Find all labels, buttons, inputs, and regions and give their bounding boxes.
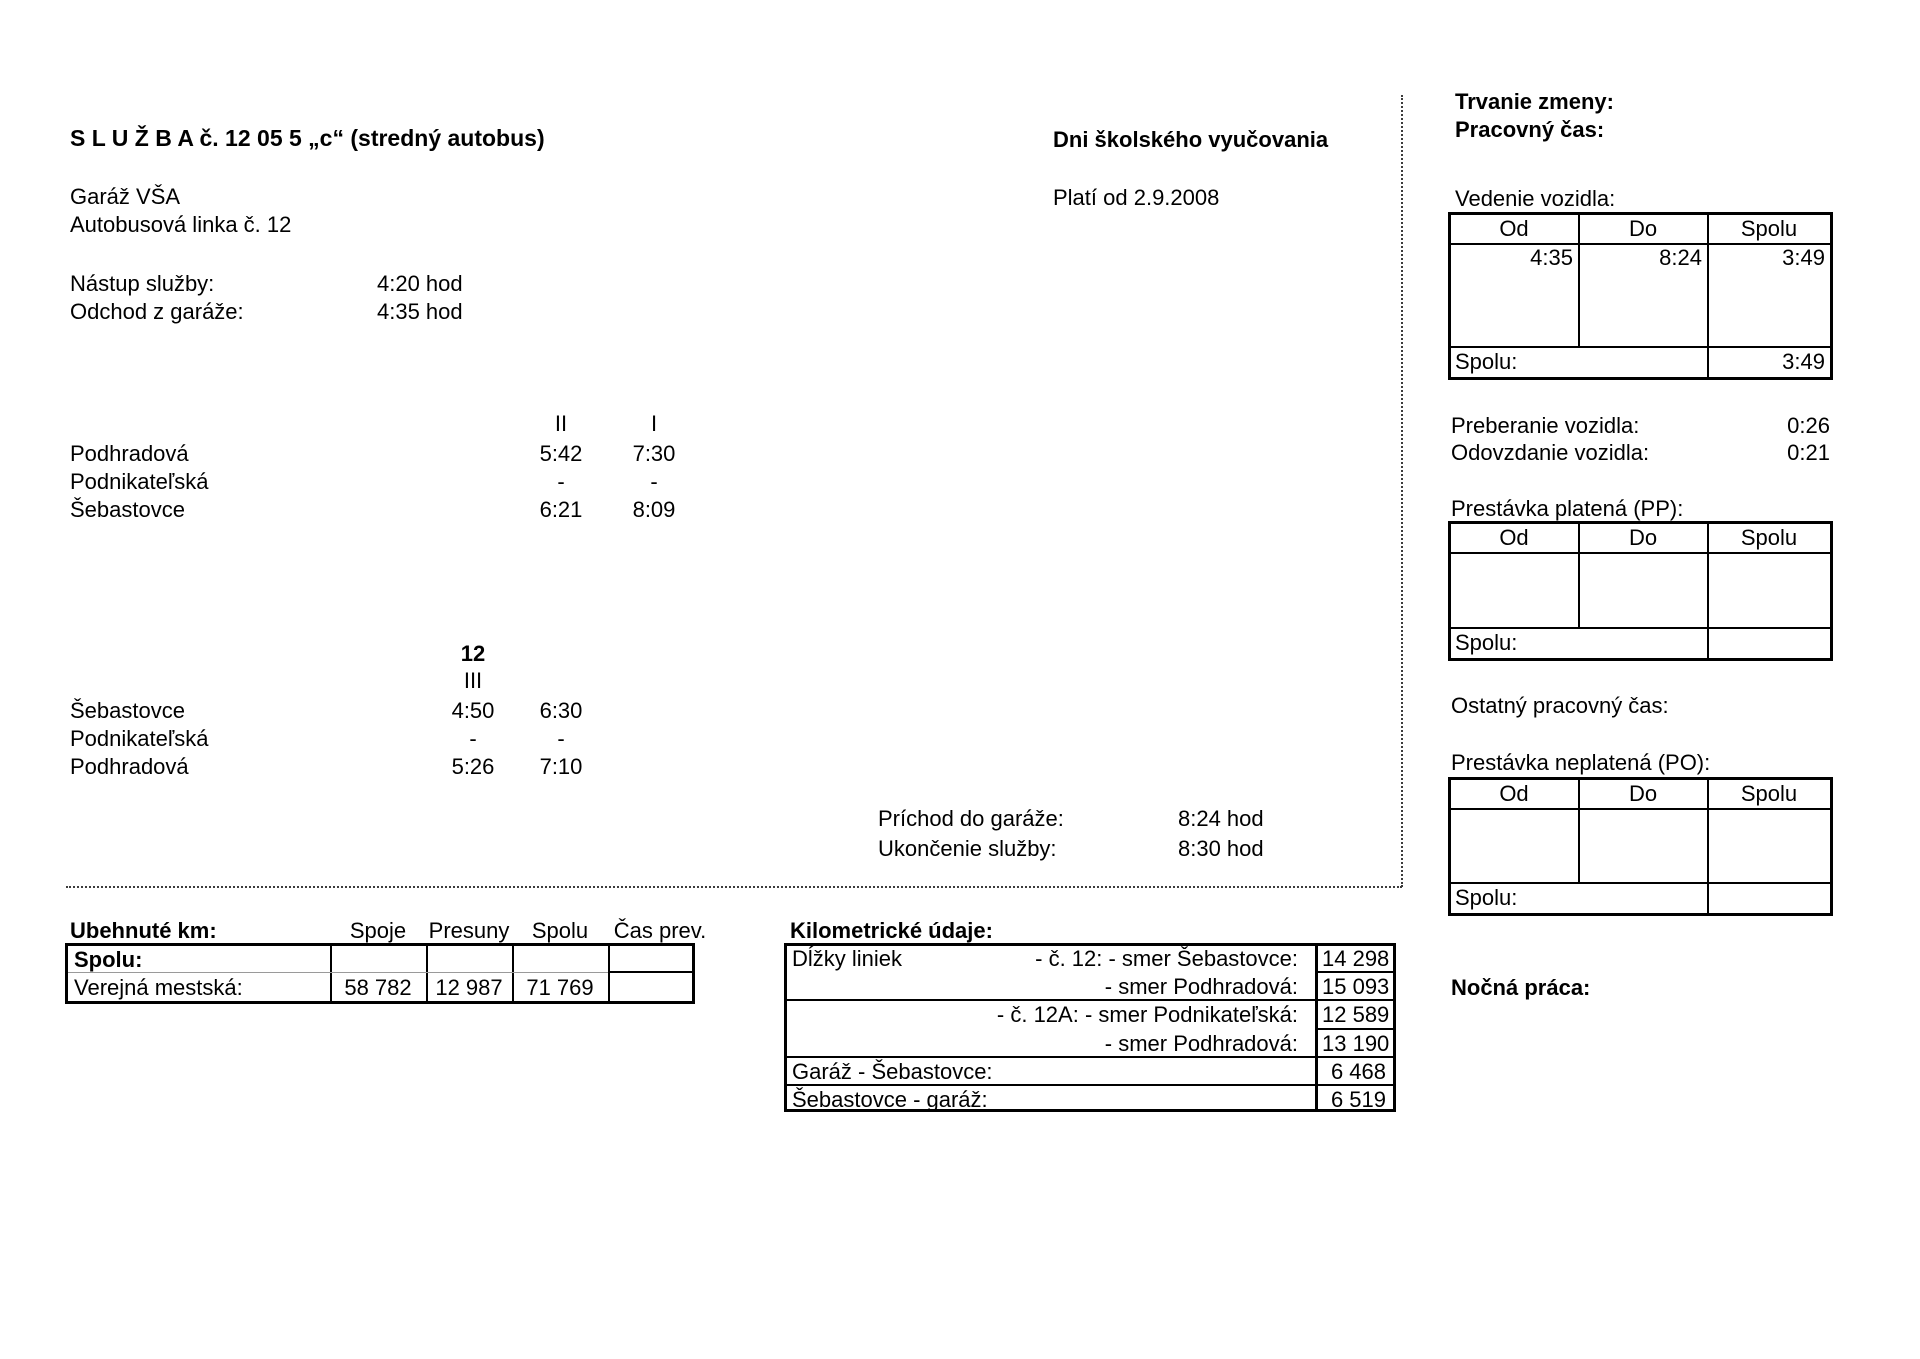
footer-total-value: 3:49 (1782, 349, 1825, 374)
service-start-label: Nástup služby: (70, 271, 215, 296)
column-divider (1578, 780, 1580, 808)
column-divider (1707, 554, 1709, 627)
column-header-do: Do (1628, 525, 1658, 550)
stop-name: Podnikateľská (70, 726, 209, 751)
vehicle-handover-label: Odovzdanie vozidla: (1451, 440, 1650, 465)
km-cell: 12 987 (435, 975, 503, 1000)
column-divider (1707, 884, 1709, 913)
km-detail-label: Šebastovce - garáž: (792, 1087, 988, 1112)
driving-from-value: 4:35 (1530, 245, 1573, 270)
column-divider (1707, 215, 1709, 243)
shift-duration-heading: Trvanie zmeny: (1455, 89, 1614, 114)
garage-departure-label: Odchod z garáže: (70, 299, 244, 324)
night-work-label: Nočná práca: (1451, 975, 1591, 1000)
group-divider (787, 999, 1393, 1001)
stop-name: Podnikateľská (70, 469, 209, 494)
stop-time: 4:50 (451, 698, 495, 723)
vehicle-driving-table (1448, 212, 1833, 380)
stop-time: 7:30 (632, 441, 676, 466)
km-detail-label: - smer Podhradová: (1104, 1031, 1298, 1056)
unpaid-break-table (1448, 777, 1833, 916)
km-header-presuny: Presuny (428, 918, 510, 943)
km-header-cas-prev: Čas prev. (613, 918, 707, 943)
stop-time: 8:09 (632, 497, 676, 522)
column-header-do: Do (1628, 216, 1658, 241)
vehicle-driving-label: Vedenie vozidla: (1455, 186, 1616, 211)
km-row-label: Verejná mestská: (74, 975, 243, 1000)
travelled-km-table (65, 943, 695, 1004)
stop-time: - (650, 469, 658, 494)
column-divider (1578, 554, 1580, 627)
column-divider (1707, 810, 1709, 882)
value-row-divider (1315, 971, 1393, 973)
stop-time: 6:21 (539, 497, 583, 522)
km-cell: 71 769 (526, 975, 594, 1000)
garage-arrival-label: Príchod do garáže: (878, 806, 1064, 831)
table-body (1451, 554, 1830, 627)
service-end-label: Ukončenie služby: (878, 836, 1057, 861)
group-divider (787, 1056, 1393, 1058)
stop-time: 5:26 (451, 754, 495, 779)
km-detail-value: 14 298 (1322, 946, 1390, 971)
column-divider (1707, 524, 1709, 552)
stop-time: - (557, 726, 565, 751)
stop-name: Šebastovce (70, 698, 185, 723)
service-start-value: 4:20 hod (377, 271, 463, 296)
travelled-km-title: Ubehnuté km: (70, 918, 217, 943)
column-divider (330, 946, 332, 1001)
table-footer-row (1451, 627, 1830, 658)
footer-total-label: Spolu: (1455, 885, 1518, 910)
km-detail-value: 15 093 (1322, 974, 1390, 999)
driving-total-value: 3:49 (1782, 245, 1825, 270)
column-header-do: Do (1628, 781, 1658, 806)
horizontal-dotted-separator (66, 886, 1402, 888)
bus-line-label: Autobusová linka č. 12 (70, 212, 292, 237)
table-header-row (1451, 215, 1830, 245)
line-lengths-label: Dĺžky liniek (792, 946, 903, 971)
other-working-time-label: Ostatný pracovný čas: (1451, 693, 1669, 718)
km-detail-value: 6 468 (1330, 1059, 1386, 1084)
day-type-label: Dni školského vyučovania (1053, 127, 1329, 152)
garage-arrival-value: 8:24 hod (1178, 806, 1264, 831)
page-title: S L U Ž B A č. 12 05 5 „c“ (stredný autobus) (70, 125, 545, 151)
column-divider (1578, 524, 1580, 552)
table-header-row (1451, 780, 1830, 810)
column-divider (1707, 780, 1709, 808)
line-number-header: 12 (460, 641, 486, 666)
km-header-spolu: Spolu (531, 918, 589, 943)
stop-time: - (557, 469, 565, 494)
trip-column-header-ii: II (554, 411, 568, 436)
stop-time: - (469, 726, 477, 751)
column-divider (1578, 810, 1580, 882)
column-header-spolu: Spolu (1740, 781, 1798, 806)
table-footer-row (1451, 882, 1830, 913)
km-detail-label: Garáž - Šebastovce: (792, 1059, 993, 1084)
column-divider (1578, 215, 1580, 243)
km-row-label: Spolu: (74, 947, 143, 972)
column-header-spolu: Spolu (1740, 525, 1798, 550)
value-row-divider (1315, 1028, 1393, 1030)
column-header-od: Od (1499, 781, 1529, 806)
column-divider (426, 946, 428, 1001)
garage-departure-value: 4:35 hod (377, 299, 463, 324)
vehicle-takeover-value: 0:26 (1787, 413, 1830, 438)
table-body (1451, 810, 1830, 882)
footer-total-label: Spolu: (1455, 630, 1518, 655)
row-divider (68, 972, 608, 973)
kilometric-data-table (784, 943, 1396, 1112)
stop-name: Podhradová (70, 754, 189, 779)
vehicle-takeover-label: Preberanie vozidla: (1451, 413, 1640, 438)
column-divider (1707, 629, 1709, 658)
vehicle-handover-value: 0:21 (1787, 440, 1830, 465)
footer-total-label: Spolu: (1455, 349, 1518, 374)
km-detail-value: 13 190 (1322, 1031, 1390, 1056)
vertical-dotted-separator (1401, 95, 1403, 887)
trip-column-header-i: I (650, 411, 658, 436)
km-detail-label: - smer Podhradová: (1104, 974, 1298, 999)
stop-name: Šebastovce (70, 497, 185, 522)
paid-break-table (1448, 521, 1833, 661)
table-header-row (1451, 524, 1830, 554)
km-detail-value: 12 589 (1322, 1002, 1390, 1027)
km-detail-value: 6 519 (1330, 1087, 1386, 1112)
stop-time: 7:10 (539, 754, 583, 779)
trip-column-header-iii: III (463, 668, 483, 693)
row-divider (608, 971, 692, 973)
column-header-od: Od (1499, 216, 1529, 241)
km-detail-label: - č. 12A: - smer Podnikateľská: (996, 1002, 1298, 1027)
working-time-heading: Pracovný čas: (1455, 117, 1605, 142)
km-detail-label: - č. 12: - smer Šebastovce: (1035, 946, 1298, 971)
driving-to-value: 8:24 (1659, 245, 1702, 270)
table-body (1451, 245, 1830, 346)
stop-name: Podhradová (70, 441, 189, 466)
paid-break-label: Prestávka platená (PP): (1451, 496, 1684, 521)
stop-time: 6:30 (539, 698, 583, 723)
km-cell: 58 782 (344, 975, 412, 1000)
table-footer-row (1451, 346, 1830, 377)
km-header-spoje: Spoje (349, 918, 407, 943)
service-end-value: 8:30 hod (1178, 836, 1264, 861)
valid-from-label: Platí od 2.9.2008 (1053, 185, 1220, 210)
column-header-od: Od (1499, 525, 1529, 550)
unpaid-break-label: Prestávka neplatená (PO): (1451, 750, 1711, 775)
kilometric-data-title: Kilometrické údaje: (790, 918, 993, 943)
column-header-spolu: Spolu (1740, 216, 1798, 241)
stop-time: 5:42 (539, 441, 583, 466)
column-divider (512, 946, 514, 1001)
garage-label: Garáž VŠA (70, 184, 181, 209)
group-divider (787, 1084, 1393, 1086)
column-divider (608, 946, 610, 1001)
